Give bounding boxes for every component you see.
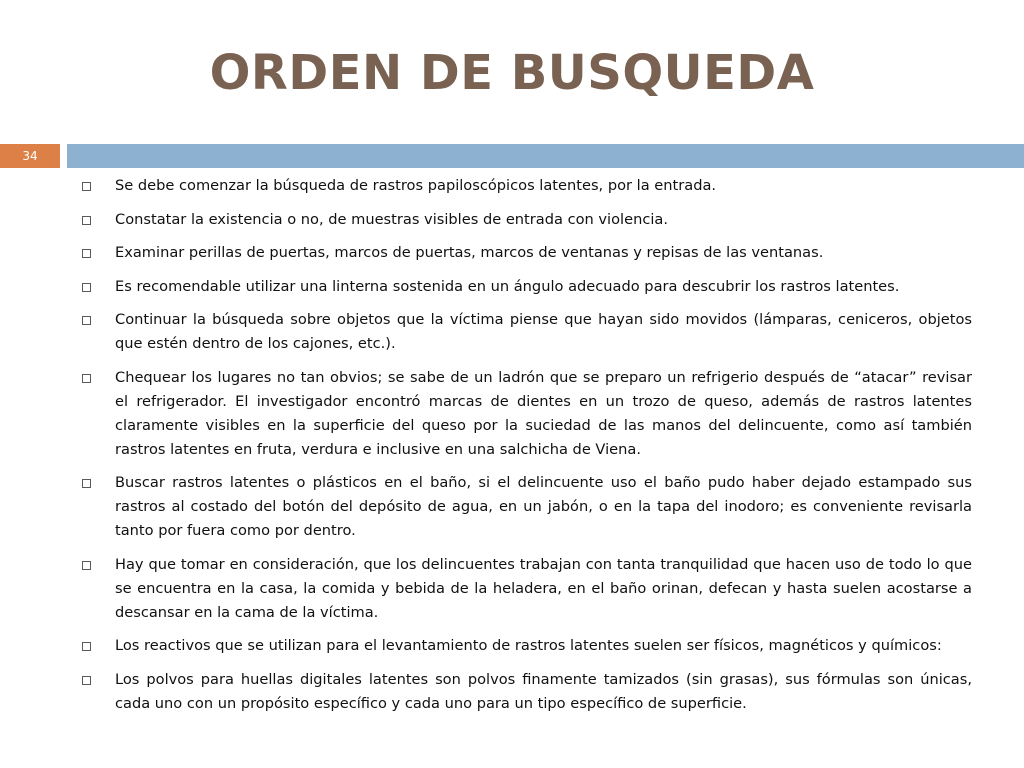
list-item <box>80 366 972 462</box>
list-item <box>80 308 972 356</box>
list-item-text: Se debe comenzar la búsqueda de rastros papiloscópicos latentes, por la entrada. <box>115 177 717 194</box>
list-item <box>80 241 972 265</box>
list-item <box>80 553 972 625</box>
list-item-text: Chequear los lugares no tan obvios; se sabe de un ladrón que se preparo un refrigerio después de “atacar” revisar el refrigerador. El investigador encontró marcas de dientes en un trozo de queso, además de rastros latentes claramente visibles en la superficie del queso por la suciedad de las manos del delincuente, como así también rastros latentes en fruta, verdura e inclusive en una salchicha de Viena. <box>115 368 972 458</box>
bullet-list <box>80 174 972 725</box>
hollow-square-icon <box>82 374 91 383</box>
list-item-text: Los polvos para huellas digitales latentes son polvos finamente tamizados (sin grasas), sus fórmulas son únicas, cada uno con un propósito específico y cada uno para un tipo específico de superficie. <box>115 670 972 712</box>
list-item <box>80 275 972 299</box>
hollow-square-icon <box>82 479 91 488</box>
page-number-badge: 34 <box>0 144 60 168</box>
list-item-text: Examinar perillas de puertas, marcos de puertas, marcos de ventanas y repisas de las ventanas. <box>115 244 824 261</box>
list-item-text: Es recomendable utilizar una linterna sostenida en un ángulo adecuado para descubrir los rastros latentes. <box>115 277 900 295</box>
hollow-square-icon <box>82 249 91 258</box>
slide-title: ORDEN DE BUSQUEDA <box>209 45 815 101</box>
list-item-text: Hay que tomar en consideración, que los delincuentes trabajan con tanta tranquilidad que hacen uso de todo lo que se encuentra en la casa, la comida y bebida de la heladera, en el baño orinan, defecan y hasta suelen acostarse a descansar en la cama de la víctima. <box>115 555 972 621</box>
header-bar <box>67 144 1024 168</box>
hollow-square-icon <box>82 561 91 570</box>
list-item <box>80 208 972 232</box>
list-item-text: Buscar rastros latentes o plásticos en el baño, si el delincuente uso el baño pudo haber dejado estampado sus rastros al costado del botón del depósito de agua, en un jabón, o en la tapa del inodoro; es conveniente revisarla tanto por fuera como por dentro. <box>115 474 972 539</box>
hollow-square-icon <box>82 676 91 685</box>
hollow-square-icon <box>82 642 91 651</box>
list-item <box>80 668 972 716</box>
hollow-square-icon <box>82 182 91 191</box>
list-item-text: Continuar la búsqueda sobre objetos que la víctima piense que hayan sido movidos (lámparas, ceniceros, objetos que estén dentro de los cajones, etc.). <box>115 311 972 352</box>
list-item <box>80 634 972 658</box>
hollow-square-icon <box>82 283 91 292</box>
hollow-square-icon <box>82 316 91 325</box>
list-item-text: Constatar la existencia o no, de muestras visibles de entrada con violencia. <box>115 210 668 228</box>
hollow-square-icon <box>82 216 91 225</box>
list-item-text: Los reactivos que se utilizan para el levantamiento de rastros latentes suelen ser físicos, magnéticos y químicos: <box>115 637 942 654</box>
list-item <box>80 471 972 543</box>
list-item <box>80 174 972 198</box>
